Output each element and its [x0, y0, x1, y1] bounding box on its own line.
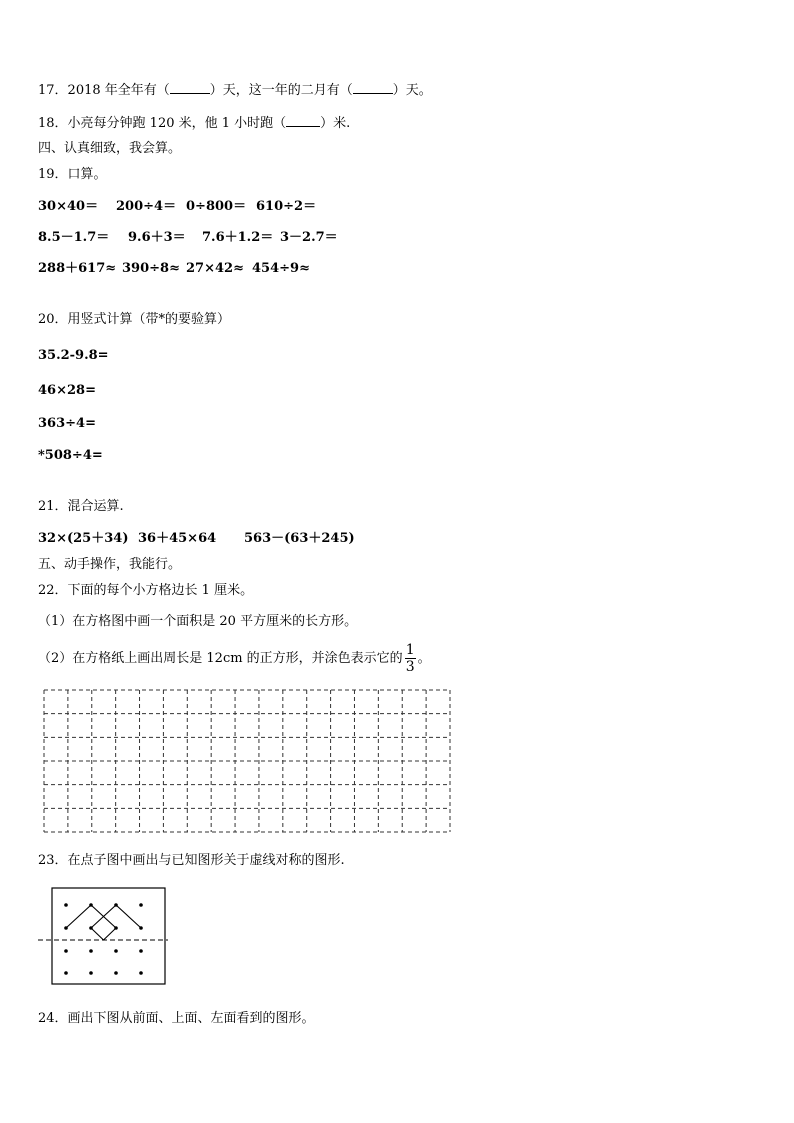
q19-r2-c1: 8.5－1.7＝	[38, 230, 110, 245]
q22-sub-1: （1）在方格图中画一个面积是 20 平方厘米的长方形。	[38, 614, 358, 629]
q22-sub-2	[38, 642, 431, 676]
q20-item-2: 46×28=	[38, 383, 96, 398]
q19-r2-c3: 7.6＋1.2＝	[202, 230, 274, 245]
q19-r3-c1: 288＋617≈	[38, 261, 117, 276]
q19-r2-c2: 9.6＋3＝	[128, 230, 186, 245]
dot-grid-frame	[52, 888, 165, 984]
q20-item-4: *508÷4=	[38, 448, 103, 463]
question-18	[38, 114, 350, 133]
q17-suffix: ）天。	[392, 83, 432, 98]
q19-r1-c2: 200÷4＝	[116, 199, 177, 214]
q22-sub-2-prefix: （2）在方格纸上画出周长是 12cm 的正方形，并涂色表示它的	[38, 651, 403, 666]
q22-sub-2-suffix: 。	[417, 651, 431, 666]
q19-r1-c3: 0÷800＝	[186, 199, 247, 214]
q17-blank-1[interactable]	[170, 81, 210, 94]
q21-row	[38, 530, 355, 548]
square-grid[interactable]	[40, 686, 454, 836]
section-4-heading: 四、认真细致，我会算。	[38, 141, 182, 156]
q20-item-3: 363÷4=	[38, 416, 96, 431]
q21-item-2: 36＋45×64	[138, 531, 217, 546]
question-17	[38, 81, 432, 100]
q18-suffix: ）米.	[320, 116, 351, 131]
q21-item-1: 32×(25＋34)	[38, 531, 129, 546]
q19-r3-c2: 390÷8≈	[122, 261, 180, 276]
q19-r1-c1: 30×40＝	[38, 199, 99, 214]
q18-blank[interactable]	[286, 114, 320, 127]
fraction-denominator: 3	[405, 659, 415, 675]
q17-mid: ）天，这一年的二月有（	[209, 83, 353, 98]
q17-prefix: 17．2018 年全年有（	[38, 83, 170, 98]
q19-row-1	[38, 198, 316, 216]
q19-r2-c4: 3－2.7＝	[280, 230, 338, 245]
given-figure-lines	[66, 905, 141, 940]
q17-blank-2[interactable]	[353, 81, 393, 94]
q20-item-1: 35.2-9.8=	[38, 348, 109, 363]
q19-r1-c4: 610÷2＝	[256, 199, 317, 214]
q19-r3-c3: 27×42≈	[186, 261, 244, 276]
q21-item-3: 563－(63＋245)	[244, 531, 355, 546]
q19-title: 19．口算。	[38, 167, 107, 182]
fraction-numerator: 1	[405, 642, 415, 658]
q23-title: 23．在点子图中画出与已知图形关于虚线对称的图形.	[38, 853, 345, 868]
q22-title: 22．下面的每个小方格边长 1 厘米。	[38, 583, 254, 598]
q20-title: 20．用竖式计算（带*的要验算）	[38, 312, 231, 327]
q19-row-2	[38, 229, 338, 247]
q21-title: 21．混合运算.	[38, 499, 124, 514]
section-5-heading: 五、动手操作，我能行。	[38, 557, 182, 572]
q19-row-3	[38, 260, 310, 278]
one-third-fraction	[405, 642, 416, 675]
q19-r3-c4: 454÷9≈	[252, 261, 310, 276]
dot-grid-dots	[64, 903, 143, 975]
dot-grid-figure[interactable]	[36, 884, 170, 988]
q18-prefix: 18．小亮每分钟跑 120 米，他 1 小时跑（	[38, 116, 287, 131]
q24-title: 24．画出下图从前面、上面、左面看到的图形。	[38, 1011, 315, 1026]
